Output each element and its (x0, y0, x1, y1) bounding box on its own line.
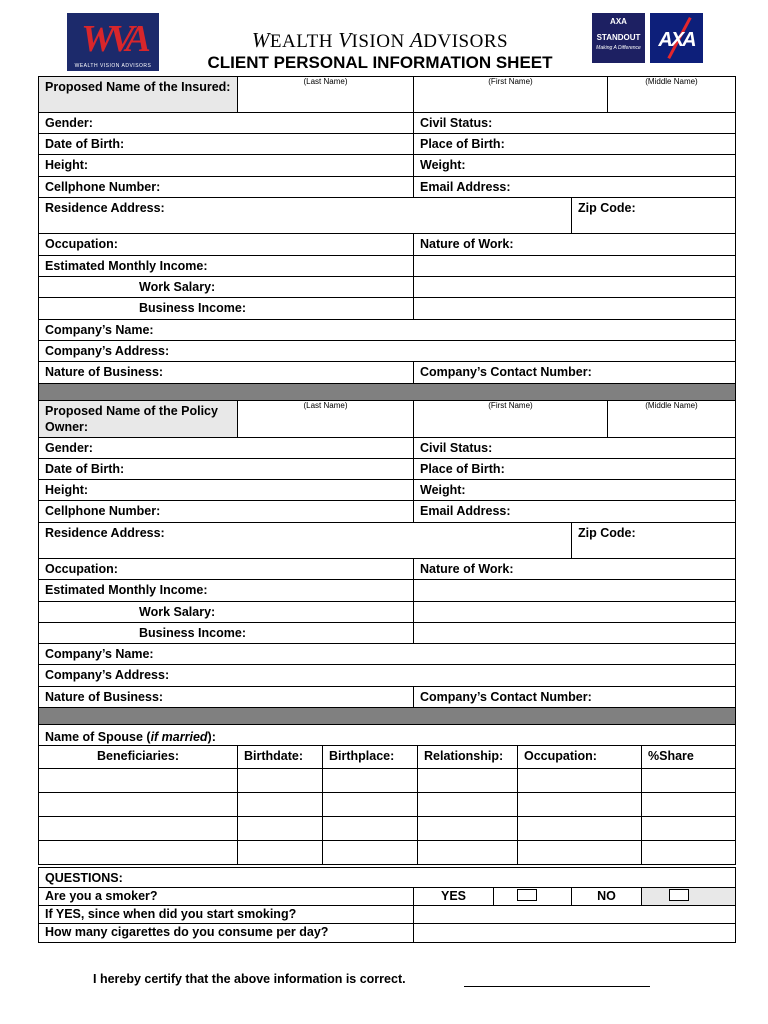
since-when-question: If YES, since when did you start smoking? (38, 905, 414, 924)
relationship-cell[interactable] (417, 768, 518, 793)
occupation-cell[interactable] (517, 768, 642, 793)
owner-pob-field[interactable]: Place of Birth: (413, 458, 736, 480)
owner-email-field[interactable]: Email Address: (413, 500, 736, 523)
insured-nature-work-field[interactable]: Nature of Work: (413, 233, 736, 256)
insured-last-name-field[interactable] (237, 76, 414, 113)
per-day-field[interactable] (413, 923, 736, 943)
owner-residence-field[interactable]: Residence Address: (38, 522, 572, 559)
birthplace-cell[interactable] (322, 816, 418, 841)
birthplace-cell[interactable] (322, 792, 418, 817)
owner-work-salary-field[interactable] (413, 601, 736, 623)
insured-company-address-field[interactable]: Company’s Address: (38, 340, 736, 362)
insured-first-name-hint: (First Name) (488, 77, 533, 86)
owner-name-label: Proposed Name of the Policy Owner: (38, 400, 238, 438)
owner-business-income-field[interactable] (413, 622, 736, 644)
insured-company-contact-field[interactable]: Company’s Contact Number: (413, 361, 736, 384)
beneficiary-name-cell[interactable] (38, 840, 238, 865)
axa-logo (650, 13, 703, 63)
owner-height-field[interactable]: Height: (38, 479, 414, 501)
insured-business-income-field[interactable] (413, 297, 736, 320)
owner-monthly-income-field[interactable] (413, 579, 736, 602)
insured-height-field[interactable]: Height: (38, 154, 414, 177)
owner-middle-name-hint: (Middle Name) (645, 401, 698, 410)
share-cell[interactable] (641, 840, 736, 865)
smoker-yes-checkbox[interactable] (517, 889, 537, 901)
owner-first-name-field[interactable] (413, 400, 608, 438)
birthplace-cell[interactable] (322, 840, 418, 865)
owner-last-name-field[interactable] (237, 400, 414, 438)
section-divider (38, 383, 736, 401)
spouse-name-field[interactable]: Name of Spouse (if married): (38, 724, 736, 746)
insured-email-field[interactable]: Email Address: (413, 176, 736, 198)
standout-badge-sub: Making A Difference (596, 45, 641, 51)
insured-middle-name-hint: (Middle Name) (645, 77, 698, 86)
wva-logo-tagline: WEALTH VISION ADVISORS (74, 63, 152, 69)
beneficiaries-header: Beneficiaries: (38, 745, 238, 769)
birthdate-cell[interactable] (237, 840, 323, 865)
owner-civil-status-field[interactable]: Civil Status: (413, 437, 736, 459)
insured-zip-field[interactable]: Zip Code: (571, 197, 736, 234)
owner-company-name-field[interactable]: Company’s Name: (38, 643, 736, 665)
wva-logo-letters: WVA (81, 18, 145, 60)
insured-monthly-income-field[interactable] (413, 255, 736, 277)
insured-middle-name-field[interactable] (607, 76, 736, 113)
insured-monthly-income-label: Estimated Monthly Income: (38, 255, 414, 277)
share-cell[interactable] (641, 792, 736, 817)
owner-first-name-hint: (First Name) (488, 401, 533, 410)
share-header: %Share (641, 745, 736, 769)
company-name: WEALTH VISION ADVISORS (251, 28, 509, 52)
smoker-no-label: NO (571, 887, 642, 906)
standout-badge-main: STANDOUT (596, 33, 641, 42)
smoker-no-checkbox[interactable] (669, 889, 689, 901)
birthdate-cell[interactable] (237, 816, 323, 841)
since-when-field[interactable] (413, 905, 736, 924)
insured-civil-status-field[interactable]: Civil Status: (413, 112, 736, 134)
insured-cellphone-field[interactable]: Cellphone Number: (38, 176, 414, 198)
smoker-question: Are you a smoker? (38, 887, 414, 906)
relationship-cell[interactable] (417, 840, 518, 865)
insured-occupation-field[interactable]: Occupation: (38, 233, 414, 256)
standout-badge-brand: AXA (610, 17, 627, 26)
birthdate-header: Birthdate: (237, 745, 323, 769)
birthdate-cell[interactable] (237, 792, 323, 817)
per-day-question: How many cigarettes do you consume per day? (38, 923, 414, 943)
insured-first-name-field[interactable] (413, 76, 608, 113)
insured-work-salary-label: Work Salary: (38, 276, 414, 298)
occupation-cell[interactable] (517, 792, 642, 817)
owner-company-address-field[interactable]: Company’s Address: (38, 664, 736, 687)
occupation-header: Occupation: (517, 745, 642, 769)
beneficiary-name-cell[interactable] (38, 816, 238, 841)
section-divider (38, 707, 736, 725)
insured-company-name-field[interactable]: Company’s Name: (38, 319, 736, 341)
wva-logo (67, 13, 159, 71)
questions-title: QUESTIONS: (38, 867, 736, 888)
insured-nature-business-field[interactable]: Nature of Business: (38, 361, 414, 384)
owner-work-salary-label: Work Salary: (38, 601, 414, 623)
insured-gender-field[interactable]: Gender: (38, 112, 414, 134)
insured-name-label: Proposed Name of the Insured: (38, 76, 238, 113)
insured-pob-field[interactable]: Place of Birth: (413, 133, 736, 155)
insured-residence-field[interactable]: Residence Address: (38, 197, 572, 234)
owner-nature-business-field[interactable]: Nature of Business: (38, 686, 414, 708)
owner-business-income-label: Business Income: (38, 622, 414, 644)
owner-middle-name-field[interactable] (607, 400, 736, 438)
smoker-yes-cell (493, 887, 572, 906)
smoker-yes-label: YES (413, 887, 494, 906)
owner-dob-field[interactable]: Date of Birth: (38, 458, 414, 480)
certification-statement: I hereby certify that the above information is correct. (93, 972, 406, 986)
insured-last-name-hint: (Last Name) (303, 77, 348, 86)
beneficiary-name-cell[interactable] (38, 792, 238, 817)
insured-dob-field[interactable]: Date of Birth: (38, 133, 414, 155)
owner-company-contact-field[interactable]: Company’s Contact Number: (413, 686, 736, 708)
owner-monthly-income-label: Estimated Monthly Income: (38, 579, 414, 602)
insured-weight-field[interactable]: Weight: (413, 154, 736, 177)
share-cell[interactable] (641, 816, 736, 841)
birthplace-cell[interactable] (322, 768, 418, 793)
standout-badge (592, 13, 645, 63)
owner-zip-field[interactable]: Zip Code: (571, 522, 736, 559)
share-cell[interactable] (641, 768, 736, 793)
relationship-cell[interactable] (417, 792, 518, 817)
insured-business-income-label: Business Income: (38, 297, 414, 320)
insured-work-salary-field[interactable] (413, 276, 736, 298)
axa-logo-text: AXA (658, 29, 695, 51)
occupation-cell[interactable] (517, 816, 642, 841)
relationship-cell[interactable] (417, 816, 518, 841)
relationship-header: Relationship: (417, 745, 518, 769)
owner-last-name-hint: (Last Name) (303, 401, 348, 410)
owner-cellphone-field[interactable]: Cellphone Number: (38, 500, 414, 523)
birthplace-header: Birthplace: (322, 745, 418, 769)
smoker-no-cell (641, 887, 736, 906)
owner-weight-field[interactable]: Weight: (413, 479, 736, 501)
beneficiary-name-cell[interactable] (38, 768, 238, 793)
owner-nature-work-field[interactable]: Nature of Work: (413, 558, 736, 580)
birthdate-cell[interactable] (237, 768, 323, 793)
form-title: CLIENT PERSONAL INFORMATION SHEET (207, 53, 553, 72)
owner-occupation-field[interactable]: Occupation: (38, 558, 414, 580)
occupation-cell[interactable] (517, 840, 642, 865)
owner-gender-field[interactable]: Gender: (38, 437, 414, 459)
signature-line[interactable] (464, 986, 650, 987)
